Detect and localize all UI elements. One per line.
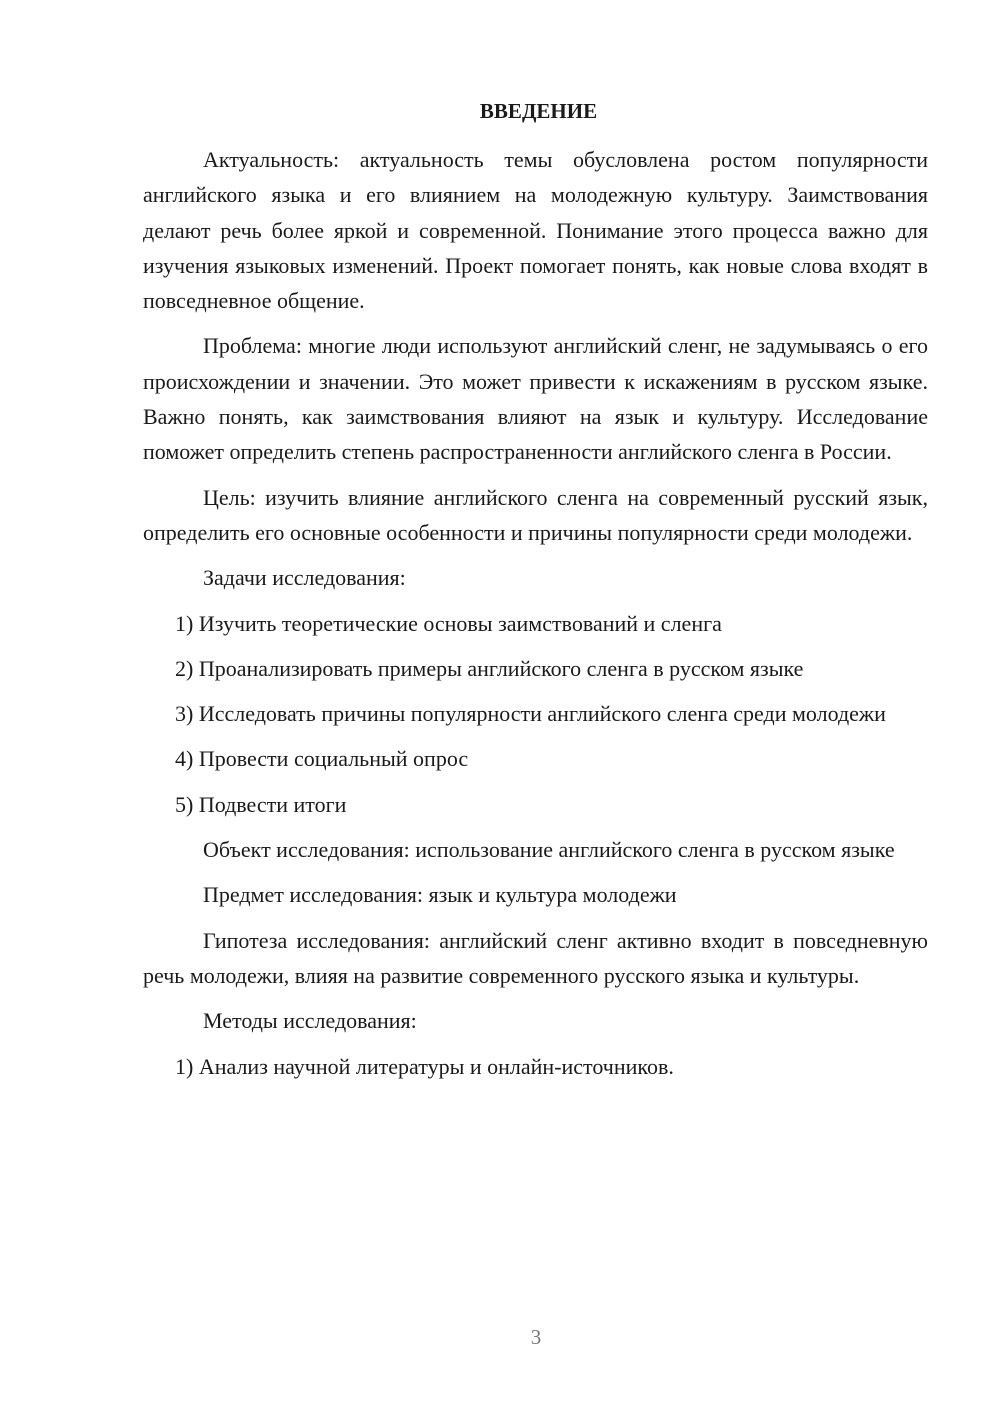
method-item-1: 1) Анализ научной литературы и онлайн-источников. bbox=[175, 1053, 674, 1079]
task-item-3: 3) Исследовать причины популярности английского сленга среди молодежи bbox=[175, 701, 886, 727]
page-number: 3 bbox=[530, 1325, 542, 1349]
relevance-paragraph: Актуальность: актуальность темы обусловлена ростом популярности английского языка и его влиянием на молодежную культуру. Заимствования делают речь более яркой и современной. Понимание этого процесса важно для изучения языковых изменений. Проект помогает понять, как новые слова входят в повседневное общение. bbox=[143, 147, 928, 314]
subject-paragraph: Предмет исследования: язык и культура молодежи bbox=[203, 882, 677, 908]
goal-paragraph: Цель: изучить влияние английского сленга на современный русский язык, определить его основные особенности и причины популярности среди молодежи. bbox=[143, 484, 928, 545]
hypothesis-paragraph: Гипотеза исследования: английский сленг активно входит в повседневную речь молодежи, влияя на развитие современного русского языка и культуры. bbox=[143, 927, 928, 988]
tasks-heading: Задачи исследования: bbox=[203, 565, 406, 591]
task-item-5: 5) Подвести итоги bbox=[175, 791, 347, 817]
page-title: ВВЕДЕНИЕ bbox=[479, 99, 598, 123]
object-paragraph: Объект исследования: использование английского сленга в русском языке bbox=[203, 837, 895, 863]
task-item-4: 4) Провести социальный опрос bbox=[175, 746, 469, 772]
task-item-2: 2) Проанализировать примеры английского сленга в русском языке bbox=[175, 655, 804, 681]
document-page bbox=[143, 94, 928, 1094]
task-item-1: 1) Изучить теоретические основы заимствований и сленга bbox=[175, 610, 722, 636]
problem-paragraph: Проблема: многие люди используют английский сленг, не задумываясь о его происхождении и значении. Это может привести к искажениям в русском языке. Важно понять, как заимствования влияют на язык и культуру. Исследование поможет определить степень распространенности английского сленга в России. bbox=[143, 333, 928, 465]
methods-heading: Методы исследования: bbox=[203, 1008, 417, 1034]
